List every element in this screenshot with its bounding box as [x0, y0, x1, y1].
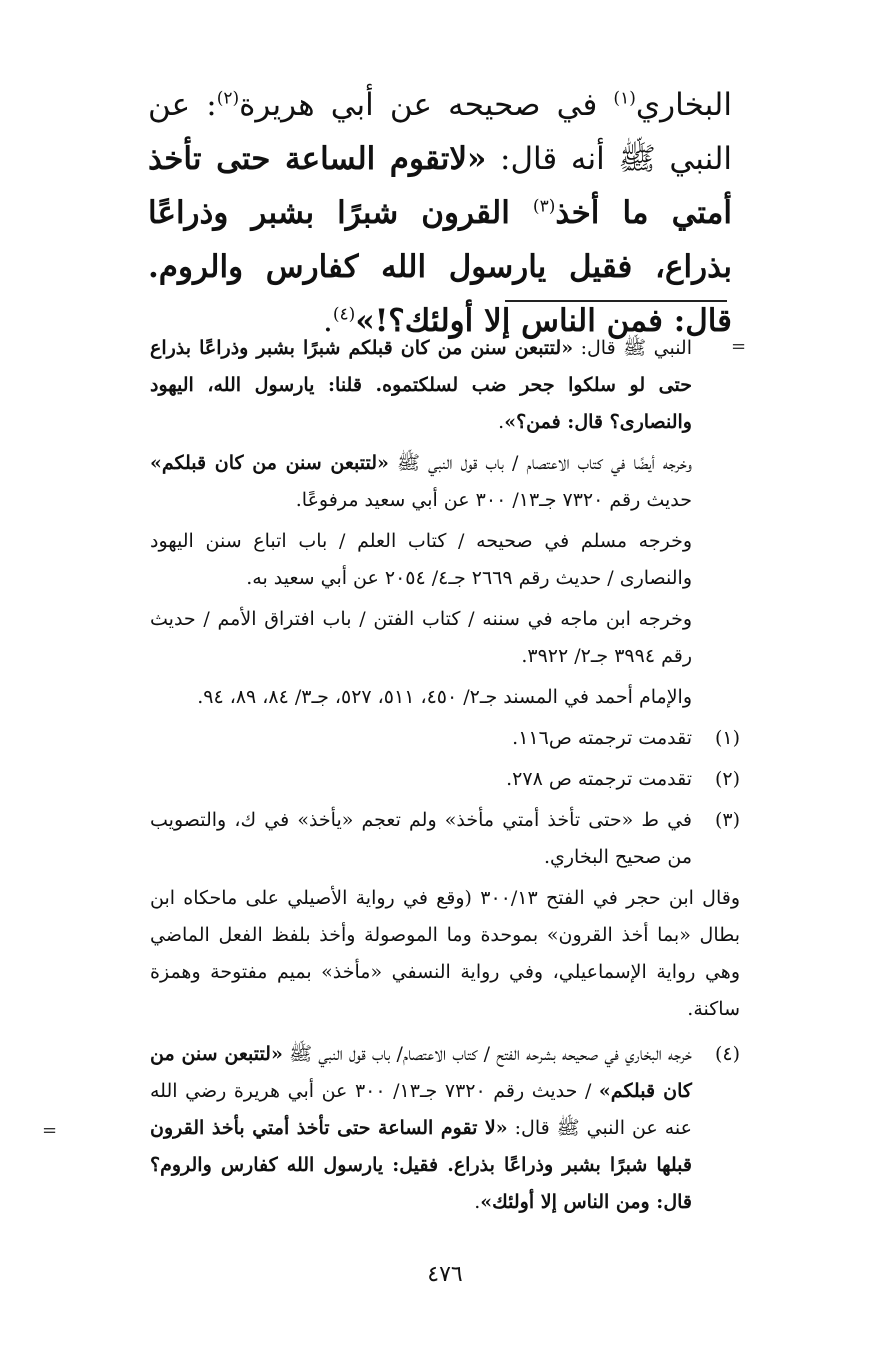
footnote-text: تقدمت ترجمته ص١١٦. [512, 727, 692, 749]
footnote-ref-4[interactable]: (٤) [332, 304, 356, 325]
footnote-text: تقدمت ترجمته ص ٢٧٨. [506, 768, 692, 790]
footnote-paragraph: النبي ﷺ قال: «لتتبعن سنن من كان قبلكم شبرًا بشبر وذراعًا بذراع حتى لو سلكوا جحر ضب لسلكتموه. قلنا: يارسول الله، اليهود والنصارى؟ قال: فمن؟». [150, 337, 692, 433]
footnote-number: (٤) [714, 1043, 740, 1065]
hadith-quote: «لاتقوم الساعة حتى تأخذ أمتي ما أخذ [148, 141, 732, 231]
footnote-ref-3[interactable]: (٣) [532, 196, 556, 217]
footnote-paragraph: وخرجه أيضًا في كتاب الاعتصام / باب قول النبي ﷺ «لتتبعن سنن من كان قبلكم» حديث رقم ٧٣٢٠ جـ١٣/ ٣٠٠ عن أبي سعيد مرفوعًا. [150, 452, 692, 511]
footnote-ref-1[interactable]: (١) [613, 88, 636, 109]
footnotes-section [150, 330, 740, 1225]
footnote-paragraph: وخرجه مسلم في صحيحه / كتاب العلم / باب اتباع سنن اليهود والنصارى / حديث رقم ٢٦٦٩ جـ٤/ ٢٠٥٤ عن أبي سعيد به. [150, 530, 692, 589]
footnote-text [150, 802, 741, 1032]
main-text [148, 78, 732, 348]
footnote-paragraph: وخرجه ابن ماجه في سننه / كتاب الفتن / باب افتراق الأمم / حديث رقم ٣٩٩٤ جـ٢/ ٣٩٢٢. [150, 608, 692, 667]
footnote-number: (١) [714, 727, 740, 749]
footnote-paragraph: في ط «حتى تأخذ أمتي مأخذ» ولم تعجم «يأخذ» في ك، والتصويب من صحيح البخاري. [150, 809, 692, 868]
page-number: ٤٧٦ [427, 1262, 463, 1287]
main-text-segment: . [322, 303, 333, 339]
footnote-2 [150, 761, 740, 798]
footnote-number: (٣) [714, 809, 740, 831]
continuation-mark-bottom: = [42, 1120, 58, 1141]
footnote-number: (٢) [714, 768, 740, 790]
footnote-4 [150, 1036, 740, 1221]
footnote-text: خرجه البخاري في صحيحه بشرحه الفتح / كتاب الاعتصام/ باب قول النبي ﷺ «لتتبعن سنن من كان قبلكم» / حديث رقم ٧٣٢٠ جـ١٣/ ٣٠٠ عن أبي هريرة رضي الله عنه عن النبي ﷺ قال: «لا تقوم الساعة حتى تأخذ أمتي بأخذ القرون قبلها شبرًا بشبر وذراعًا بذراع. فقيل: يارسول الله كفارس والروم؟ قال: ومن الناس إلا أولئك». [150, 1043, 693, 1213]
footnote-separator [505, 300, 727, 302]
footnote-continuation [150, 330, 740, 716]
footnote-3 [150, 802, 740, 1032]
main-text-segment: في صحيحه عن أبي هريرة [239, 87, 614, 123]
footnote-paragraph: والإمام أحمد في المسند جـ٢/ ٤٥٠، ٥١١، ٥٢٧، جـ٣/ ٨٤، ٨٩، ٩٤. [197, 686, 692, 708]
main-text-segment: : عن النبي ﷺ أنه قال: [148, 87, 733, 177]
footnote-ref-2[interactable]: (٢) [216, 88, 240, 109]
footnote-1 [150, 720, 740, 757]
main-text-segment: البخاري [635, 87, 732, 123]
footnote-paragraph: وقال ابن حجر في الفتح ٣٠٠/١٣ (وقع في رواية الأصيلي على ماحكاه ابن بطال «بما أخذ القرون» بموحدة وما الموصولة وأخذ بلفظ الفعل الماضي وهي رواية الإسماعيلي، وفي رواية النسفي «مأخذ» بميم مفتوحة وهمزة ساكنة. [150, 887, 741, 1020]
hadith-quote: القرون شبرًا بشبر وذراعًا بذراع، فقيل يارسول الله كفارس والروم. قال: فمن الناس إلا أولئك؟!» [148, 195, 732, 339]
continuation-mark-top: = [731, 336, 747, 357]
